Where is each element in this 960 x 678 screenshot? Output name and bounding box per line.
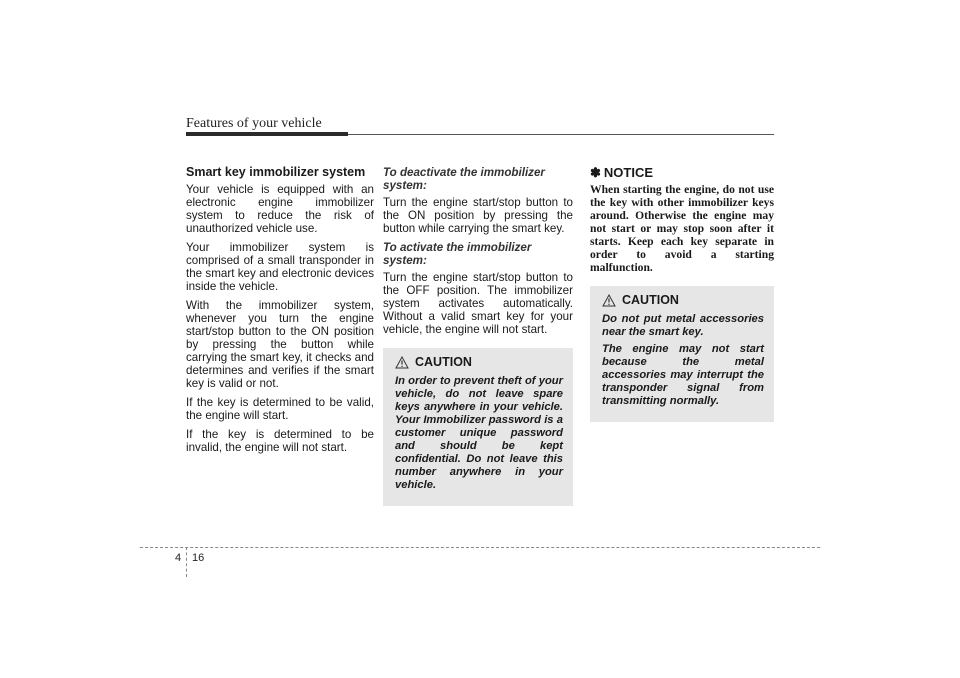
caution-box-theft (383, 348, 573, 506)
activate-heading: To activate the immobilizer system: (383, 241, 532, 267)
paragraph: If the key is determined to be valid, the engine will start. (186, 396, 374, 422)
column-activation (383, 166, 573, 506)
paragraph: Your immobilizer system is comprised of a small transponder in the smart key and electronic devices inside the vehicle. (186, 241, 374, 293)
paragraph: Your vehicle is equipped with an electronic engine immobilizer system to reduce the risk of unauthorized vehicle use. (186, 183, 374, 235)
notice-icon: ✽ (590, 165, 601, 180)
paragraph: If the key is determined to be invalid, the engine will not start. (186, 428, 374, 454)
paragraph: With the immobilizer system, whenever you turn the engine start/stop button to the ON position by pressing the button while carrying the smart key, it checks and determines and verifies if the smart key is valid or not. (186, 299, 374, 390)
deactivate-text: Turn the engine start/stop button to the ON position by pressing the button while carrying the smart key. (383, 196, 573, 235)
caution-text: In order to prevent theft of your vehicle, do not leave spare keys anywhere in your vehicle. Your Immobilizer password is a customer unique password and should be kept confidential. Do not leave this number anywhere in your vehicle. (395, 375, 563, 491)
chapter-number: 4 (175, 552, 182, 564)
caution-text: The engine may not start because the metal accessories may interrupt the transponder signal from transmitting normally. (602, 343, 764, 407)
caution-title-text: CAUTION (622, 293, 679, 307)
section-heading: Smart key immobilizer system (186, 165, 366, 179)
caution-box-metal (590, 286, 774, 422)
footer-divider (140, 547, 820, 548)
caution-title (602, 294, 764, 307)
column-notice (590, 166, 774, 422)
page-number: 16 (192, 552, 205, 564)
caution-text: Do not put metal accessories near the smart key. (602, 313, 764, 338)
header-title: Features of your vehicle (186, 116, 322, 131)
footer-vertical-divider (186, 547, 187, 577)
header-bar-thin (348, 134, 774, 135)
caution-title (395, 356, 563, 369)
header-bar-thick (186, 132, 348, 136)
notice-title (590, 166, 774, 179)
warning-triangle-icon (395, 356, 409, 369)
caution-title-text: CAUTION (415, 355, 472, 369)
notice-title-text: NOTICE (603, 165, 654, 180)
activate-text: Turn the engine start/stop button to the OFF position. The immobilizer system activates automatically. Without a valid smart key for your vehicle, the engine will not start. (383, 271, 573, 336)
column-immobilizer-intro (186, 166, 374, 460)
warning-triangle-icon (602, 294, 616, 307)
notice-text: When starting the engine, do not use the key with other immobilizer keys around. Otherwise the engine may not start or may stop soon after it starts. Keep each key separate in order to avoid a starting malfunction. (590, 183, 774, 274)
deactivate-heading: To deactivate the immobilizer system: (383, 166, 545, 192)
